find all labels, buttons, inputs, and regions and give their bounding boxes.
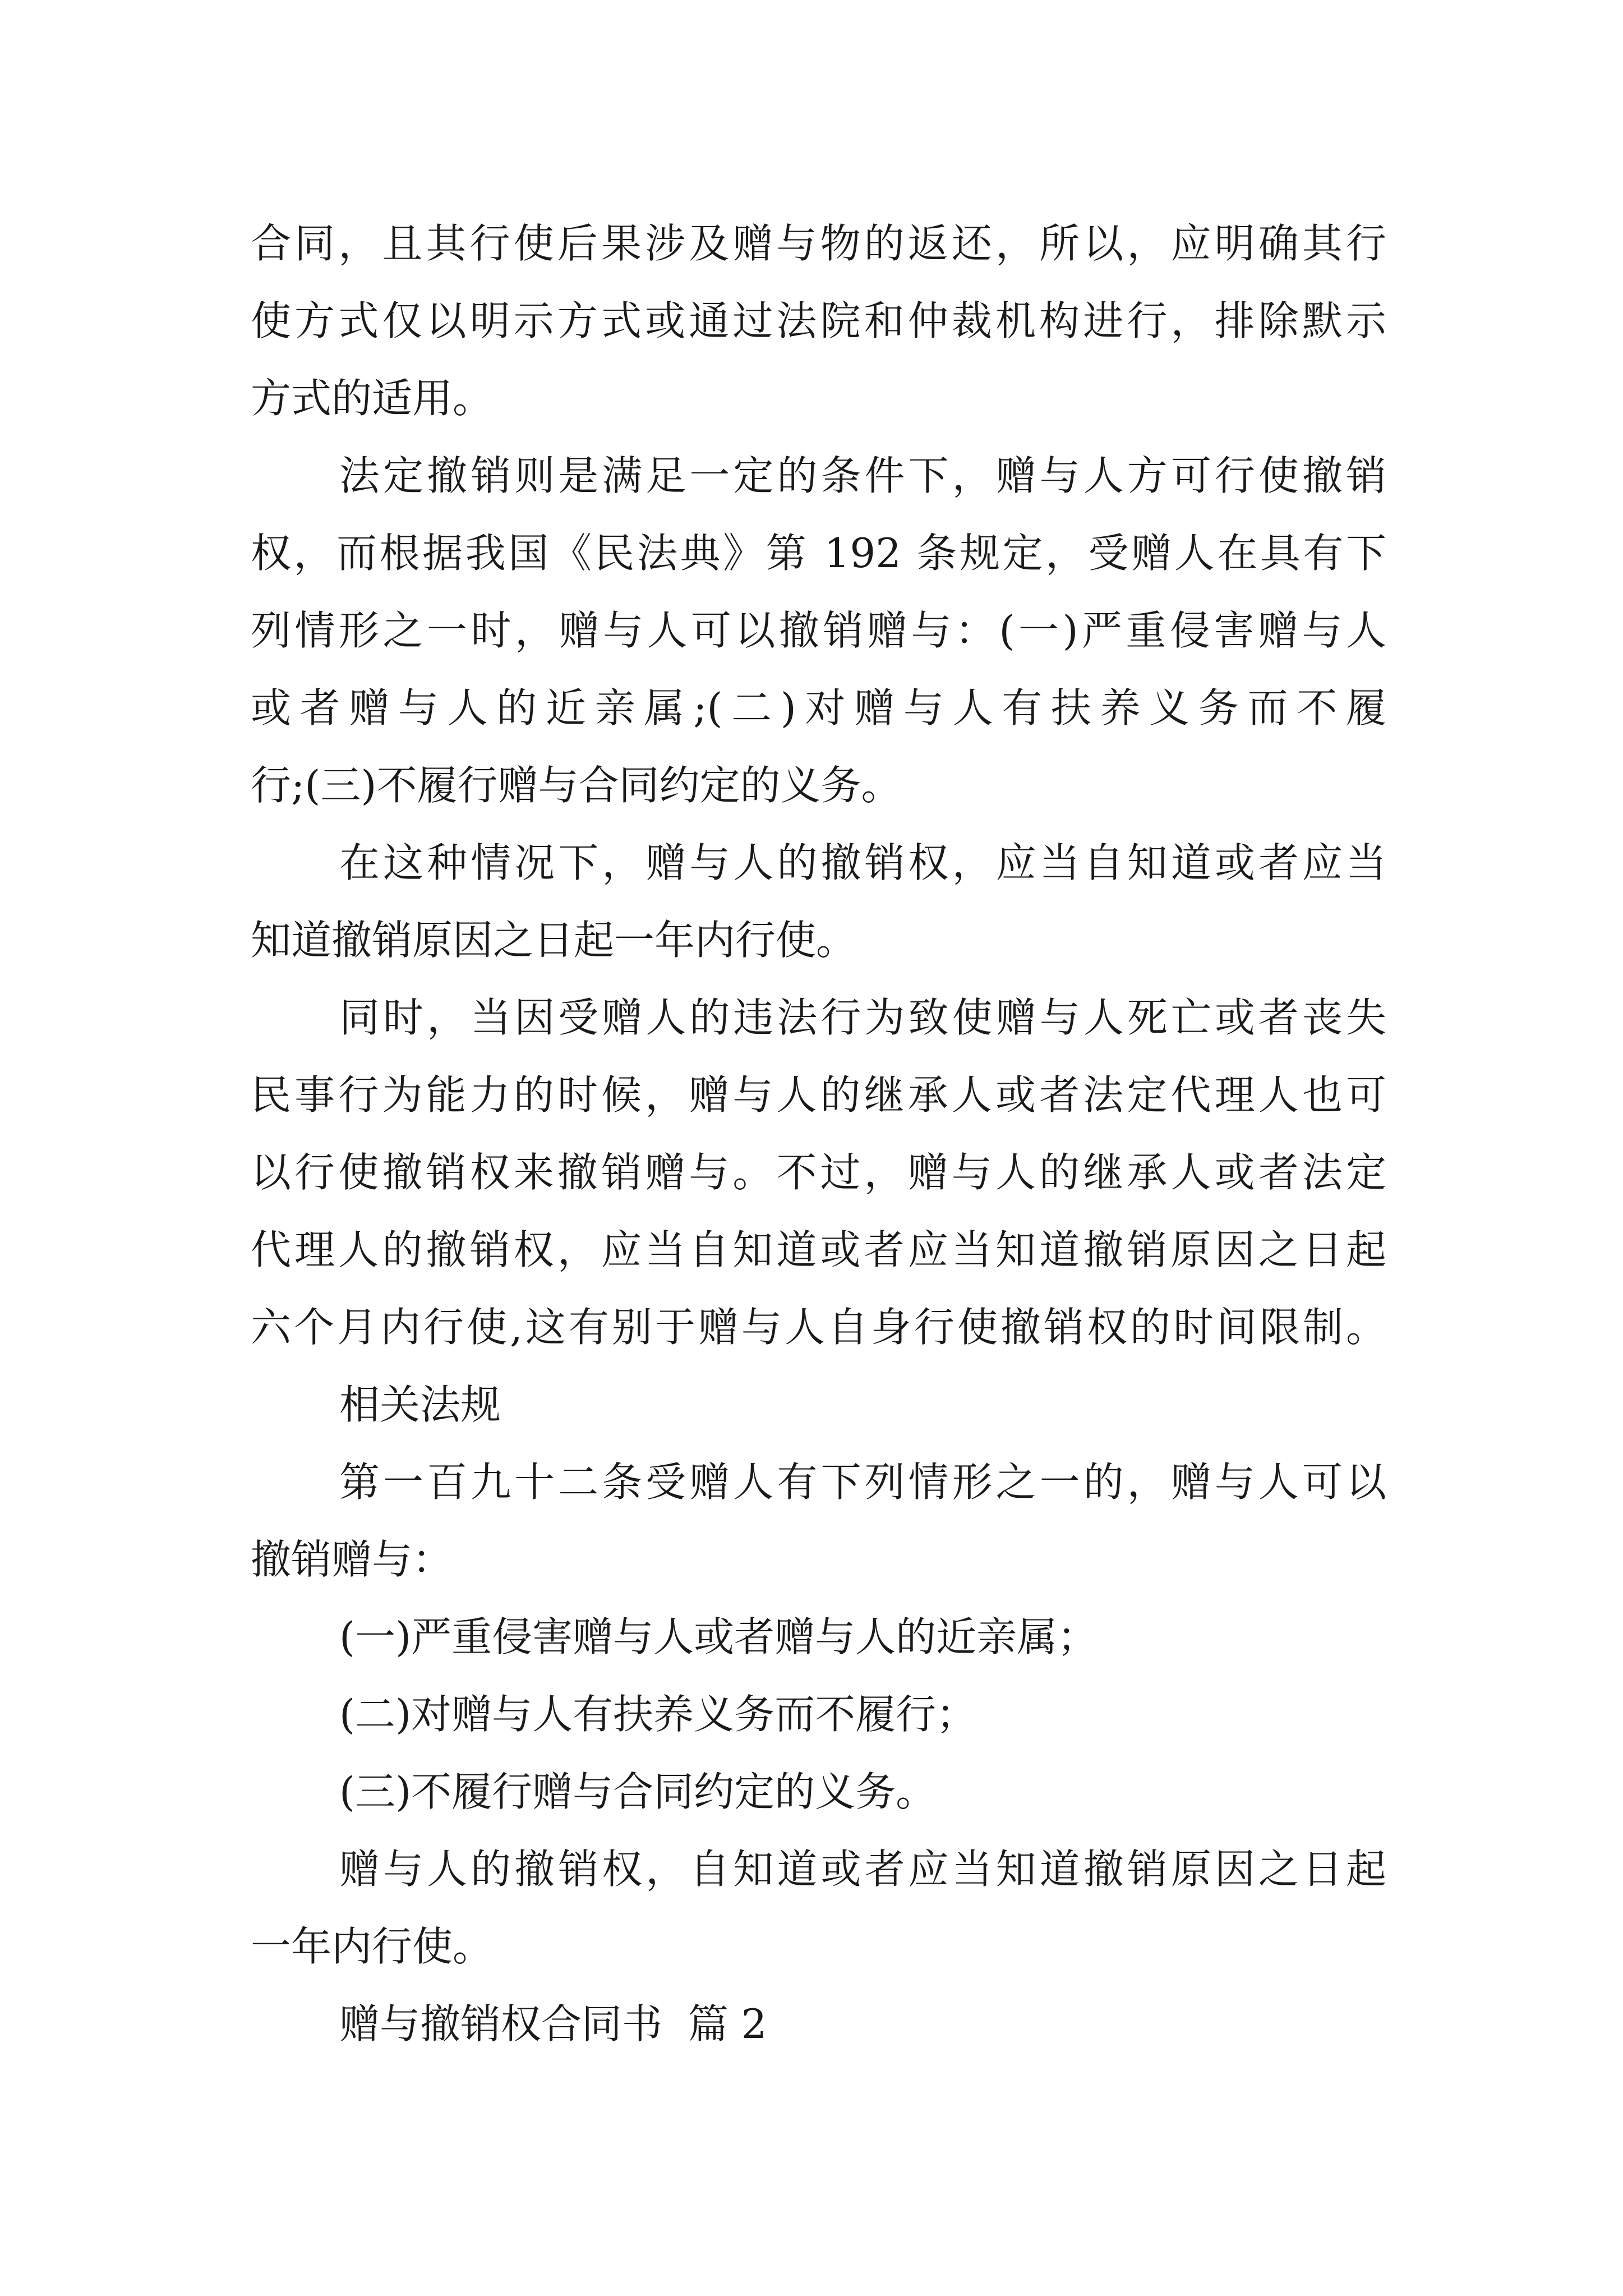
text-line: 代理人的撤销权，应当自知道或者应当知道撤销原因之日起 [251,1226,1386,1273]
text-line: (一)严重侵害赠与人或者赠与人的近亲属； [339,1613,1098,1660]
text-line: 方式的适用。 [251,375,494,422]
text-line: 权，而根据我国《民法典》第 192 条规定，受赠人在具有下 [251,530,1386,577]
text-line: 知道撤销原因之日起一年内行使。 [251,917,857,964]
paragraph [251,437,1386,824]
text-line: 第一百九十二条受赠人有下列情形之一的，赠与人可以 [339,1458,1386,1506]
text-line: 行;(三)不履行赠与合同约定的义务。 [251,762,902,809]
text-line: (二)对赠与人有扶养义务而不履行； [339,1691,977,1738]
list-item [251,1753,1386,1830]
text-line: 以行使撤销权来撤销赠与。不过，赠与人的继承人或者法定 [251,1149,1386,1196]
section-heading [251,1366,1386,1443]
list-item [251,1598,1386,1676]
text-line: 或者赠与人的近亲属;(二)对赠与人有扶养义务而不履 [251,684,1386,731]
text-line: 赠与撤销权合同书 篇 2 [339,2000,767,2047]
text-line: 在这种情况下，赠与人的撤销权，应当自知道或者应当 [339,839,1386,886]
paragraph [251,824,1386,979]
text-line: 六个月内行使,这有别于赠与人自身行使撤销权的时间限制。 [251,1304,1386,1351]
text-line: 相关法规 [339,1381,501,1428]
text-line: 撤销赠与： [251,1536,453,1583]
text-line: 同时，当因受赠人的违法行为致使赠与人死亡或者丧失 [339,994,1386,1041]
text-line: 一年内行使。 [251,1923,494,1970]
text-line: 法定撤销则是满足一定的条件下，赠与人方可行使撤销 [339,452,1386,499]
paragraph [251,1830,1386,1985]
list-item [251,1676,1386,1753]
text-line: 民事行为能力的时候，赠与人的继承人或者法定代理人也可 [251,1071,1386,1119]
text-line: 列情形之一时，赠与人可以撤销赠与：(一)严重侵害赠与人 [251,607,1386,654]
section-title [251,1985,1386,2063]
text-line: 使方式仅以明示方式或通过法院和仲裁机构进行，排除默示 [251,297,1386,344]
document-body [251,205,1386,2063]
text-line: (三)不履行赠与合同约定的义务。 [339,1768,937,1815]
paragraph [251,1443,1386,1598]
text-line: 合同，且其行使后果涉及赠与物的返还，所以，应明确其行 [251,220,1386,267]
paragraph [251,979,1386,1366]
text-line: 赠与人的撤销权，自知道或者应当知道撤销原因之日起 [339,1846,1386,1893]
paragraph [251,205,1386,437]
